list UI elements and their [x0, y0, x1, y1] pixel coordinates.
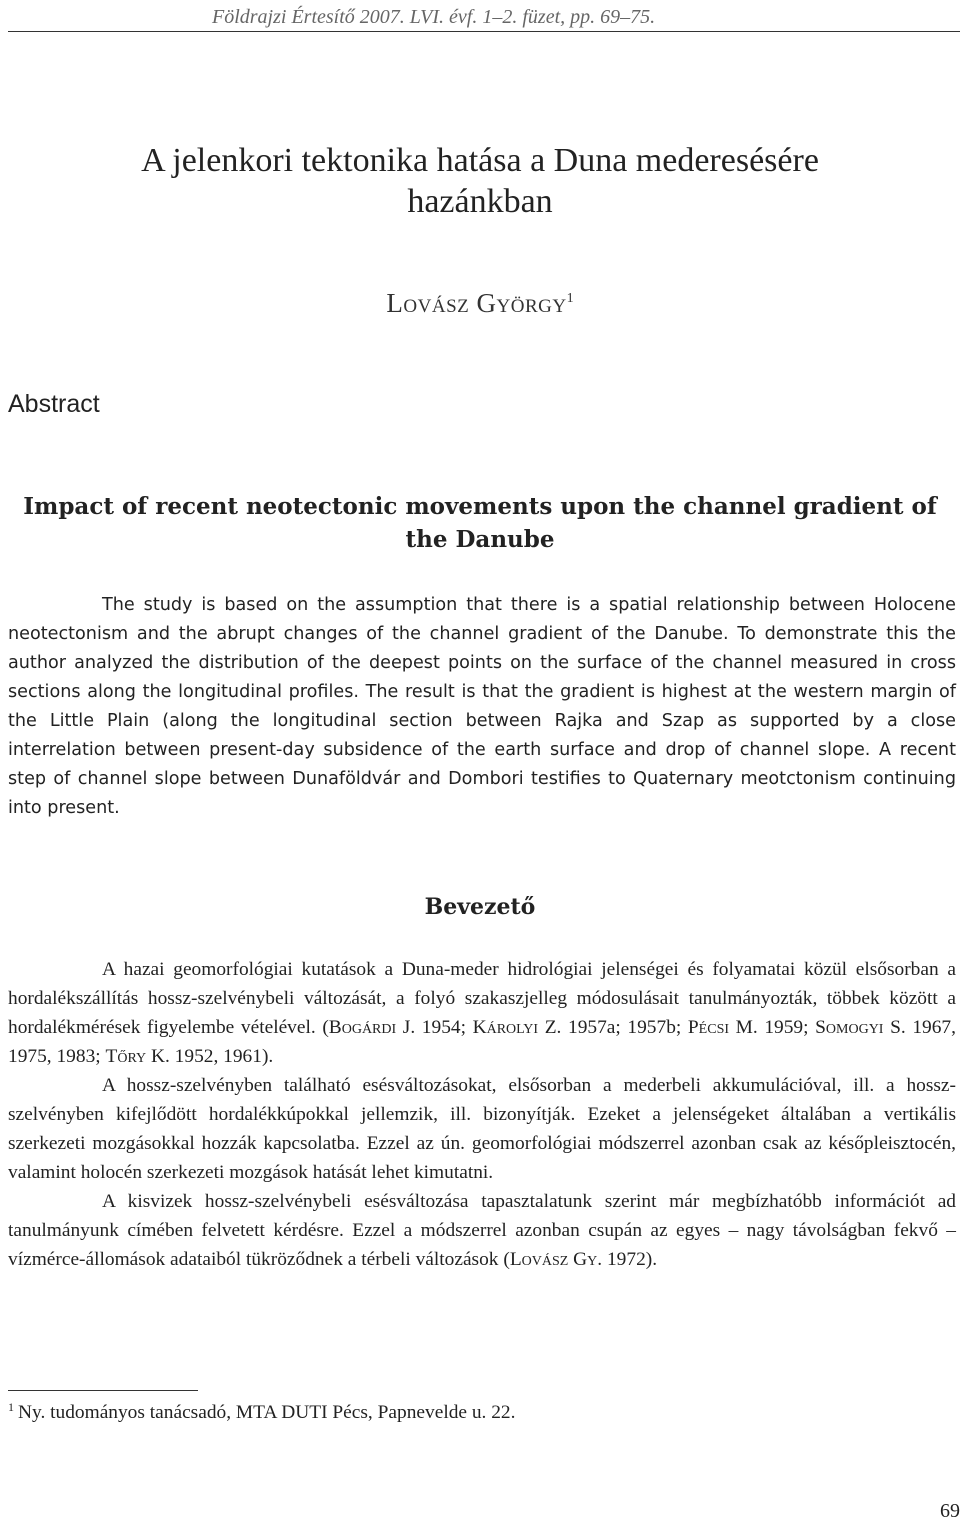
- author-footnote-mark: 1: [566, 291, 574, 306]
- footnote-mark: 1: [8, 1399, 14, 1414]
- citation-detail: M. 1959;: [729, 1017, 816, 1038]
- paragraph-3: [8, 1187, 956, 1274]
- paragraph-3-text: A kisvizek hossz-szelvénybeli esésváltozása tapasztalatunk szerint már megbízhatóbb információt ad tanulmányunk címében felvetett kérdésre. Ezzel a módszerrel azonban csupán az egyes – nagy távolságban fekvő – vízmérce-állomások adataiból tükröződnek a térbeli változások (: [8, 1191, 956, 1270]
- author-line: [0, 286, 960, 320]
- citation-author: Pécsi: [687, 1017, 730, 1038]
- section-body: [8, 955, 956, 1274]
- citation-author: Somogyi: [815, 1017, 884, 1038]
- paragraph-2: A hossz-szelvényben található esésváltozásokat, elsősorban a mederbeli akkumulációval, ill. a hossz-szelvényben kifejlődött hordalékkúpokkal jellemzik, ill. bizonyítják. Ezeket a jelenségeket általában a vertikális szerkezeti mozgásokkal hozzák kapcsolatba. Ezzel az ún. geomorfológiai módszerrel azonban csak az későpleisztocén, valamint holocén szerkezeti mozgások hatását lehet kimutatni.: [8, 1075, 956, 1183]
- article-title: [0, 140, 960, 222]
- running-head: Földrajzi Értesítő 2007. LVI. évf. 1–2. füzet, pp. 69–75.: [212, 6, 656, 28]
- citation-detail: K. 1952, 1961).: [146, 1046, 274, 1067]
- footnote-text: Ny. tudományos tanácsadó, MTA DUTI Pécs, Papnevelde u. 22.: [18, 1402, 516, 1423]
- footnote: [8, 1398, 956, 1427]
- page-number: 69: [940, 1500, 960, 1522]
- citation-author: Lovász Gy.: [509, 1249, 603, 1270]
- citation-author: Károlyi: [472, 1017, 539, 1038]
- abstract-heading: Abstract: [8, 390, 100, 418]
- citation-detail: S. 1967, 1975, 1983;: [8, 1017, 956, 1067]
- citation-detail: J. 1954;: [396, 1017, 473, 1038]
- citation-author: Tőry: [105, 1046, 147, 1067]
- citation-detail: 1972).: [602, 1249, 658, 1270]
- abstract-body: The study is based on the assumption that there is a spatial relationship between Holocene neotectonism and the abrupt changes of the channel gradient of the Danube. To demonstrate this the author analyzed the distribution of the deepest points on the surface of the channel measured in cross sections along the longitudinal profiles. The result is that the gradient is highest at the western margin of the Little Plain (along the longitudinal section between Rajka and Szap as supported by a close interrelation between present-day subsidence of the earth surface and drop of channel slope. A recent step of channel slope between Dunaföldvár and Dombori testifies to Quaternary meotctonism continuing into present.: [8, 595, 956, 818]
- citation-detail: Z. 1957a; 1957b;: [538, 1017, 688, 1038]
- footnote-rule: [8, 1390, 198, 1391]
- paragraph-1: [8, 955, 956, 1071]
- abstract-title-text: Impact of recent neotectonic movements upon the channel gradient of the Danube: [23, 493, 937, 553]
- paragraph-1-text: A hazai geomorfológiai kutatások a Duna-meder hidrológiai jelenségei és folyamatai közül elsősorban a hordalékszállítás hossz-szelvénybeli változását, a folyó szakaszjelleg módosulásait tanulmányozták, többek között a hordalékmérések figyelembe vételével. (: [8, 959, 956, 1038]
- author-name: Lovász György: [386, 288, 567, 318]
- citation-author: Bogárdi: [328, 1017, 397, 1038]
- article-title-text: A jelenkori tektonika hatása a Duna mederesésére hazánkban: [141, 142, 819, 220]
- header-rule: [8, 31, 960, 32]
- abstract-title: [0, 490, 960, 556]
- section-heading: Bevezető: [424, 894, 536, 920]
